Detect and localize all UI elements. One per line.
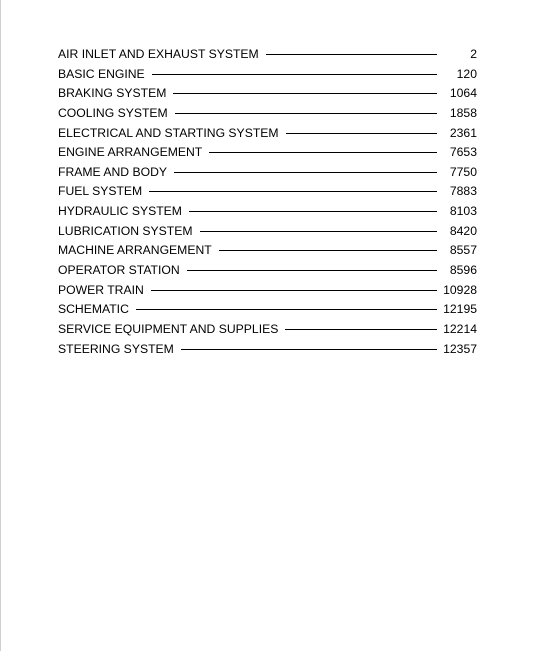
toc-leader-line xyxy=(266,54,437,55)
toc-leader-line xyxy=(286,133,437,134)
page-edge xyxy=(0,0,1,651)
toc-entry-page: 7883 xyxy=(449,184,477,199)
toc-entry-page: 12195 xyxy=(443,302,477,317)
toc-entry-frame-and-body[interactable] xyxy=(58,163,477,183)
toc-entry-page: 10928 xyxy=(443,282,477,297)
toc-entry-page: 2 xyxy=(470,47,477,61)
toc-entry-page: 7750 xyxy=(449,164,477,179)
toc-leader-line xyxy=(174,172,437,173)
toc-entry-electrical-and-starting-system[interactable] xyxy=(58,124,477,144)
toc-leader-line xyxy=(173,93,437,94)
toc-entry-page: 12214 xyxy=(443,321,477,336)
toc-entry-air-inlet-and-exhaust-system[interactable] xyxy=(58,45,477,65)
toc-entry-page: 12357 xyxy=(443,341,477,356)
toc-entry-page: 1858 xyxy=(449,105,477,120)
toc-entry-title: FUEL SYSTEM xyxy=(58,184,143,199)
toc-entry-title: HYDRAULIC SYSTEM xyxy=(58,204,182,219)
toc-leader-line xyxy=(151,290,437,291)
toc-entry-hydraulic-system[interactable] xyxy=(58,202,477,222)
toc-entry-title: MACHINE ARRANGEMENT xyxy=(58,243,212,258)
toc-entry-title: POWER TRAIN xyxy=(58,282,144,297)
toc-leader-line xyxy=(189,211,437,212)
toc-leader-line xyxy=(136,309,437,310)
toc-entry-title: SCHEMATIC xyxy=(58,302,129,317)
toc-leader-line xyxy=(285,329,437,330)
toc-leader-line xyxy=(152,74,437,75)
toc-entry-title: FRAME AND BODY xyxy=(58,164,168,179)
toc-entry-title: BRAKING SYSTEM xyxy=(58,86,167,101)
toc-entry-braking-system[interactable] xyxy=(58,84,477,104)
toc-entry-title: LUBRICATION SYSTEM xyxy=(58,223,193,238)
toc-entry-page: 120 xyxy=(456,66,477,81)
toc-entry-page: 1064 xyxy=(449,86,477,101)
toc-entry-basic-engine[interactable] xyxy=(58,65,477,85)
toc-entry-lubrication-system[interactable] xyxy=(58,222,477,242)
toc-entry-title: ELECTRICAL AND STARTING SYSTEM xyxy=(58,125,279,140)
toc-entry-title: AIR INLET AND EXHAUST SYSTEM xyxy=(58,47,259,61)
toc-entry-steering-system[interactable] xyxy=(58,340,477,360)
toc-entry-title: BASIC ENGINE xyxy=(58,66,145,81)
toc-entry-service-equipment-and-supplies[interactable] xyxy=(58,320,477,340)
toc-entry-title: ENGINE ARRANGEMENT xyxy=(58,145,203,160)
toc-entry-page: 8103 xyxy=(449,204,477,219)
toc-leader-line xyxy=(209,152,437,153)
toc-entry-page: 2361 xyxy=(449,125,477,140)
toc-entry-page: 7653 xyxy=(449,145,477,160)
toc-entry-power-train[interactable] xyxy=(58,281,477,301)
toc-entry-cooling-system[interactable] xyxy=(58,104,477,124)
toc-entry-page: 8420 xyxy=(449,223,477,238)
toc-entry-fuel-system[interactable] xyxy=(58,182,477,202)
toc-leader-line xyxy=(181,349,437,350)
toc-entry-title: STEERING SYSTEM xyxy=(58,341,174,356)
toc-entry-machine-arrangement[interactable] xyxy=(58,241,477,261)
toc-entry-page: 8596 xyxy=(449,263,477,278)
table-of-contents xyxy=(58,45,477,359)
toc-leader-line xyxy=(175,113,437,114)
toc-entry-title: COOLING SYSTEM xyxy=(58,105,168,120)
toc-entry-engine-arrangement[interactable] xyxy=(58,143,477,163)
toc-entry-operator-station[interactable] xyxy=(58,261,477,281)
toc-leader-line xyxy=(149,191,437,192)
toc-entry-page: 8557 xyxy=(449,243,477,258)
toc-leader-line xyxy=(200,231,437,232)
toc-entry-schematic[interactable] xyxy=(58,300,477,320)
toc-entry-title: SERVICE EQUIPMENT AND SUPPLIES xyxy=(58,321,279,336)
toc-entry-title: OPERATOR STATION xyxy=(58,263,180,278)
toc-leader-line xyxy=(187,270,437,271)
toc-leader-line xyxy=(219,250,437,251)
